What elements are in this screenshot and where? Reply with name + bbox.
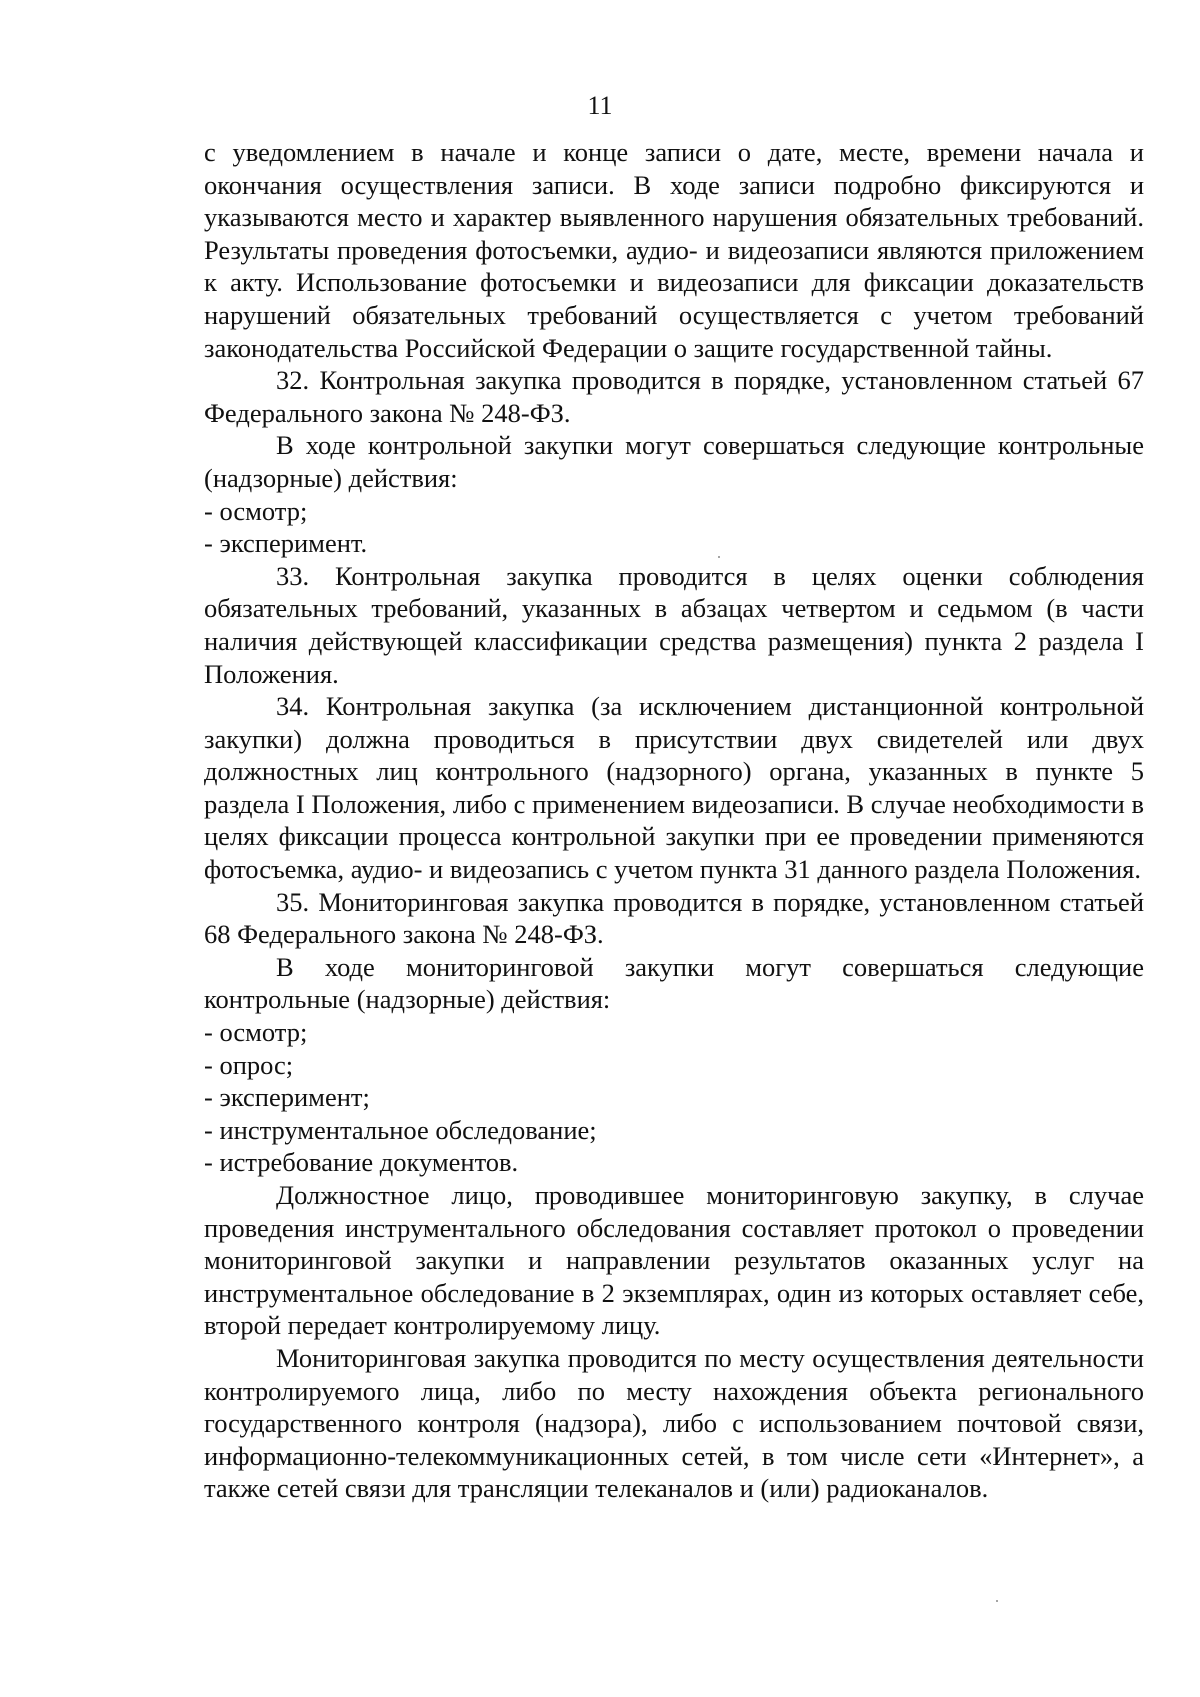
- paragraph-33: 33. Контрольная закупка проводится в целях оценки соблюдения обязательных требований, указанных в абзацах четвертом и седьмом (в части наличия действующей классификации средства размещения) пункта 2 раздела I Положения.: [204, 560, 1144, 689]
- paragraph-35-actions-intro: В ходе мониторинговой закупки могут совершаться следующие контрольные (надзорные) действия:: [204, 951, 1144, 1015]
- paragraph-35-official: Должностное лицо, проводившее мониторинговую закупку, в случае проведения инструментального обследования составляет протокол о проведении мониторинговой закупки и направлении результатов оказанных услуг на инструментальное обследование в 2 экземплярах, один из которых оставляет себе, второй передает контролируемому лицу.: [204, 1180, 1144, 1341]
- list-item: - опрос;: [204, 1049, 294, 1080]
- list-item: - осмотр;: [204, 1017, 308, 1048]
- scan-speck: [996, 1600, 998, 1602]
- paragraph-34: 34. Контрольная закупка (за исключением дистанционной контрольной закупки) должна проводиться в присутствии двух свидетелей или двух должностных лиц контрольного (надзорного) органа, указанных в пункте 5 раздела I Положения, либо с применением видеозаписи. В случае необходимости в целях фиксации процесса контрольной закупки при ее проведении применяются фотосъемка, аудио- и видеозапись с учетом пункта 31 данного раздела Положения.: [204, 691, 1144, 885]
- paragraph-35-location: Мониторинговая закупка проводится по месту осуществления деятельности контролируемого лица, либо по месту нахождения объекта регионального государственного контроля (надзора), либо с использованием почтовой связи, информационно-телекоммуникационных сетей, в том числе сети «Интернет», а также сетей связи для трансляции телеканалов и (или) радиоканалов.: [204, 1342, 1144, 1504]
- list-item: - осмотр;: [204, 495, 308, 526]
- page-number: 11: [587, 91, 613, 120]
- paragraph-35: 35. Мониторинговая закупка проводится в порядке, установленном статьей 68 Федерального закона № 248-ФЗ.: [204, 886, 1144, 950]
- list-item: - эксперимент;: [204, 1082, 370, 1113]
- paragraph-32-actions-intro: В ходе контрольной закупки могут совершаться следующие контрольные (надзорные) действия:: [204, 430, 1144, 493]
- list-item: - инструментальное обследование;: [204, 1114, 597, 1145]
- list-item: - истребование документов.: [204, 1147, 519, 1178]
- paragraph-continuation: с уведомлением в начале и конце записи о дате, месте, времени начала и окончания осуществления записи. В ходе записи подробно фиксируются и указываются место и характер выявленного нарушения обязательных требований. Результаты проведения фотосъемки, аудио- и видеозаписи являются приложением к акту. Использование фотосъемки и видеозаписи для фиксации доказательств нарушений обязательных требований осуществляется с учетом требований законодательства Российской Федерации о защите государственной тайны.: [204, 137, 1144, 363]
- paragraph-32: 32. Контрольная закупка проводится в порядке, установленном статьей 67 Федерального закона № 248-ФЗ.: [204, 365, 1144, 428]
- document-body: [204, 136, 1144, 1505]
- list-item: - эксперимент.: [204, 528, 368, 559]
- scan-speck: [718, 556, 720, 558]
